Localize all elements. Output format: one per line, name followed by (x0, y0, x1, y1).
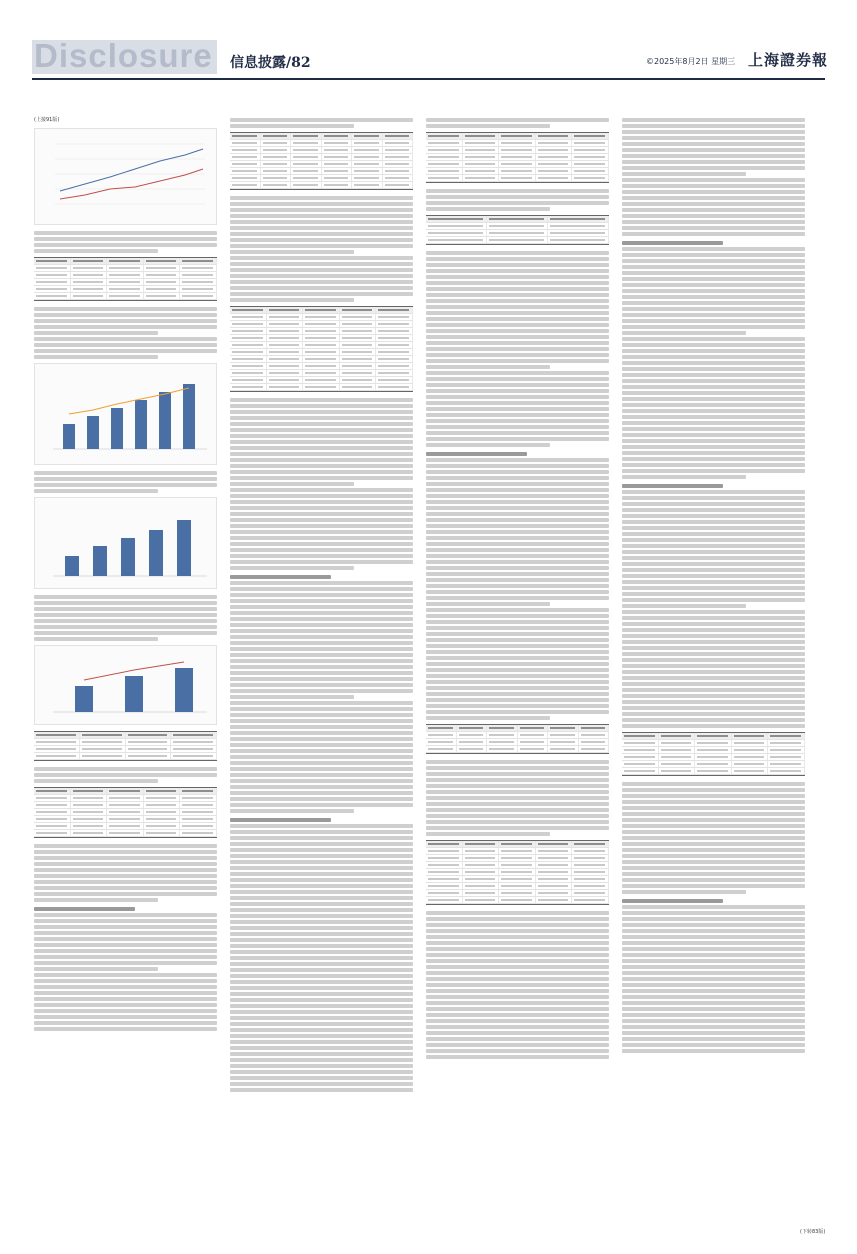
figure-bar-chart-1 (34, 363, 217, 465)
figure-bar-chart-2 (34, 497, 217, 589)
table-3 (34, 787, 217, 838)
table-5 (230, 306, 413, 392)
table-6 (426, 132, 609, 183)
table-2 (34, 731, 217, 761)
line-chart-2-graphic (35, 646, 216, 722)
line-chart-1-graphic (35, 129, 216, 222)
continued-to-label: (下转83版) (800, 1229, 826, 1235)
column-1 (34, 116, 217, 1211)
column-3 (426, 116, 609, 1211)
table-1 (34, 257, 217, 301)
table-8 (426, 724, 609, 754)
column-4 (622, 116, 805, 1211)
table-9 (426, 840, 609, 905)
masthead-rule (32, 78, 825, 80)
table-7 (426, 215, 609, 245)
continued-from-label: (上接91版) (34, 117, 60, 123)
issue-date: ©2025年8月2日 星期三 (646, 57, 736, 66)
column-2 (230, 116, 413, 1211)
figure-line-chart-1 (34, 128, 217, 225)
bar-chart-2-graphic (35, 498, 216, 586)
table-4 (230, 132, 413, 190)
disclosure-logo: Disclosure (34, 37, 213, 74)
newspaper-name: 上海證券報 (748, 51, 829, 69)
section-title: 信息披露/82 (230, 55, 311, 71)
figure-line-chart-2 (34, 645, 217, 725)
bar-chart-1-graphic (35, 364, 216, 462)
masthead (0, 0, 857, 78)
table-10 (622, 732, 805, 776)
